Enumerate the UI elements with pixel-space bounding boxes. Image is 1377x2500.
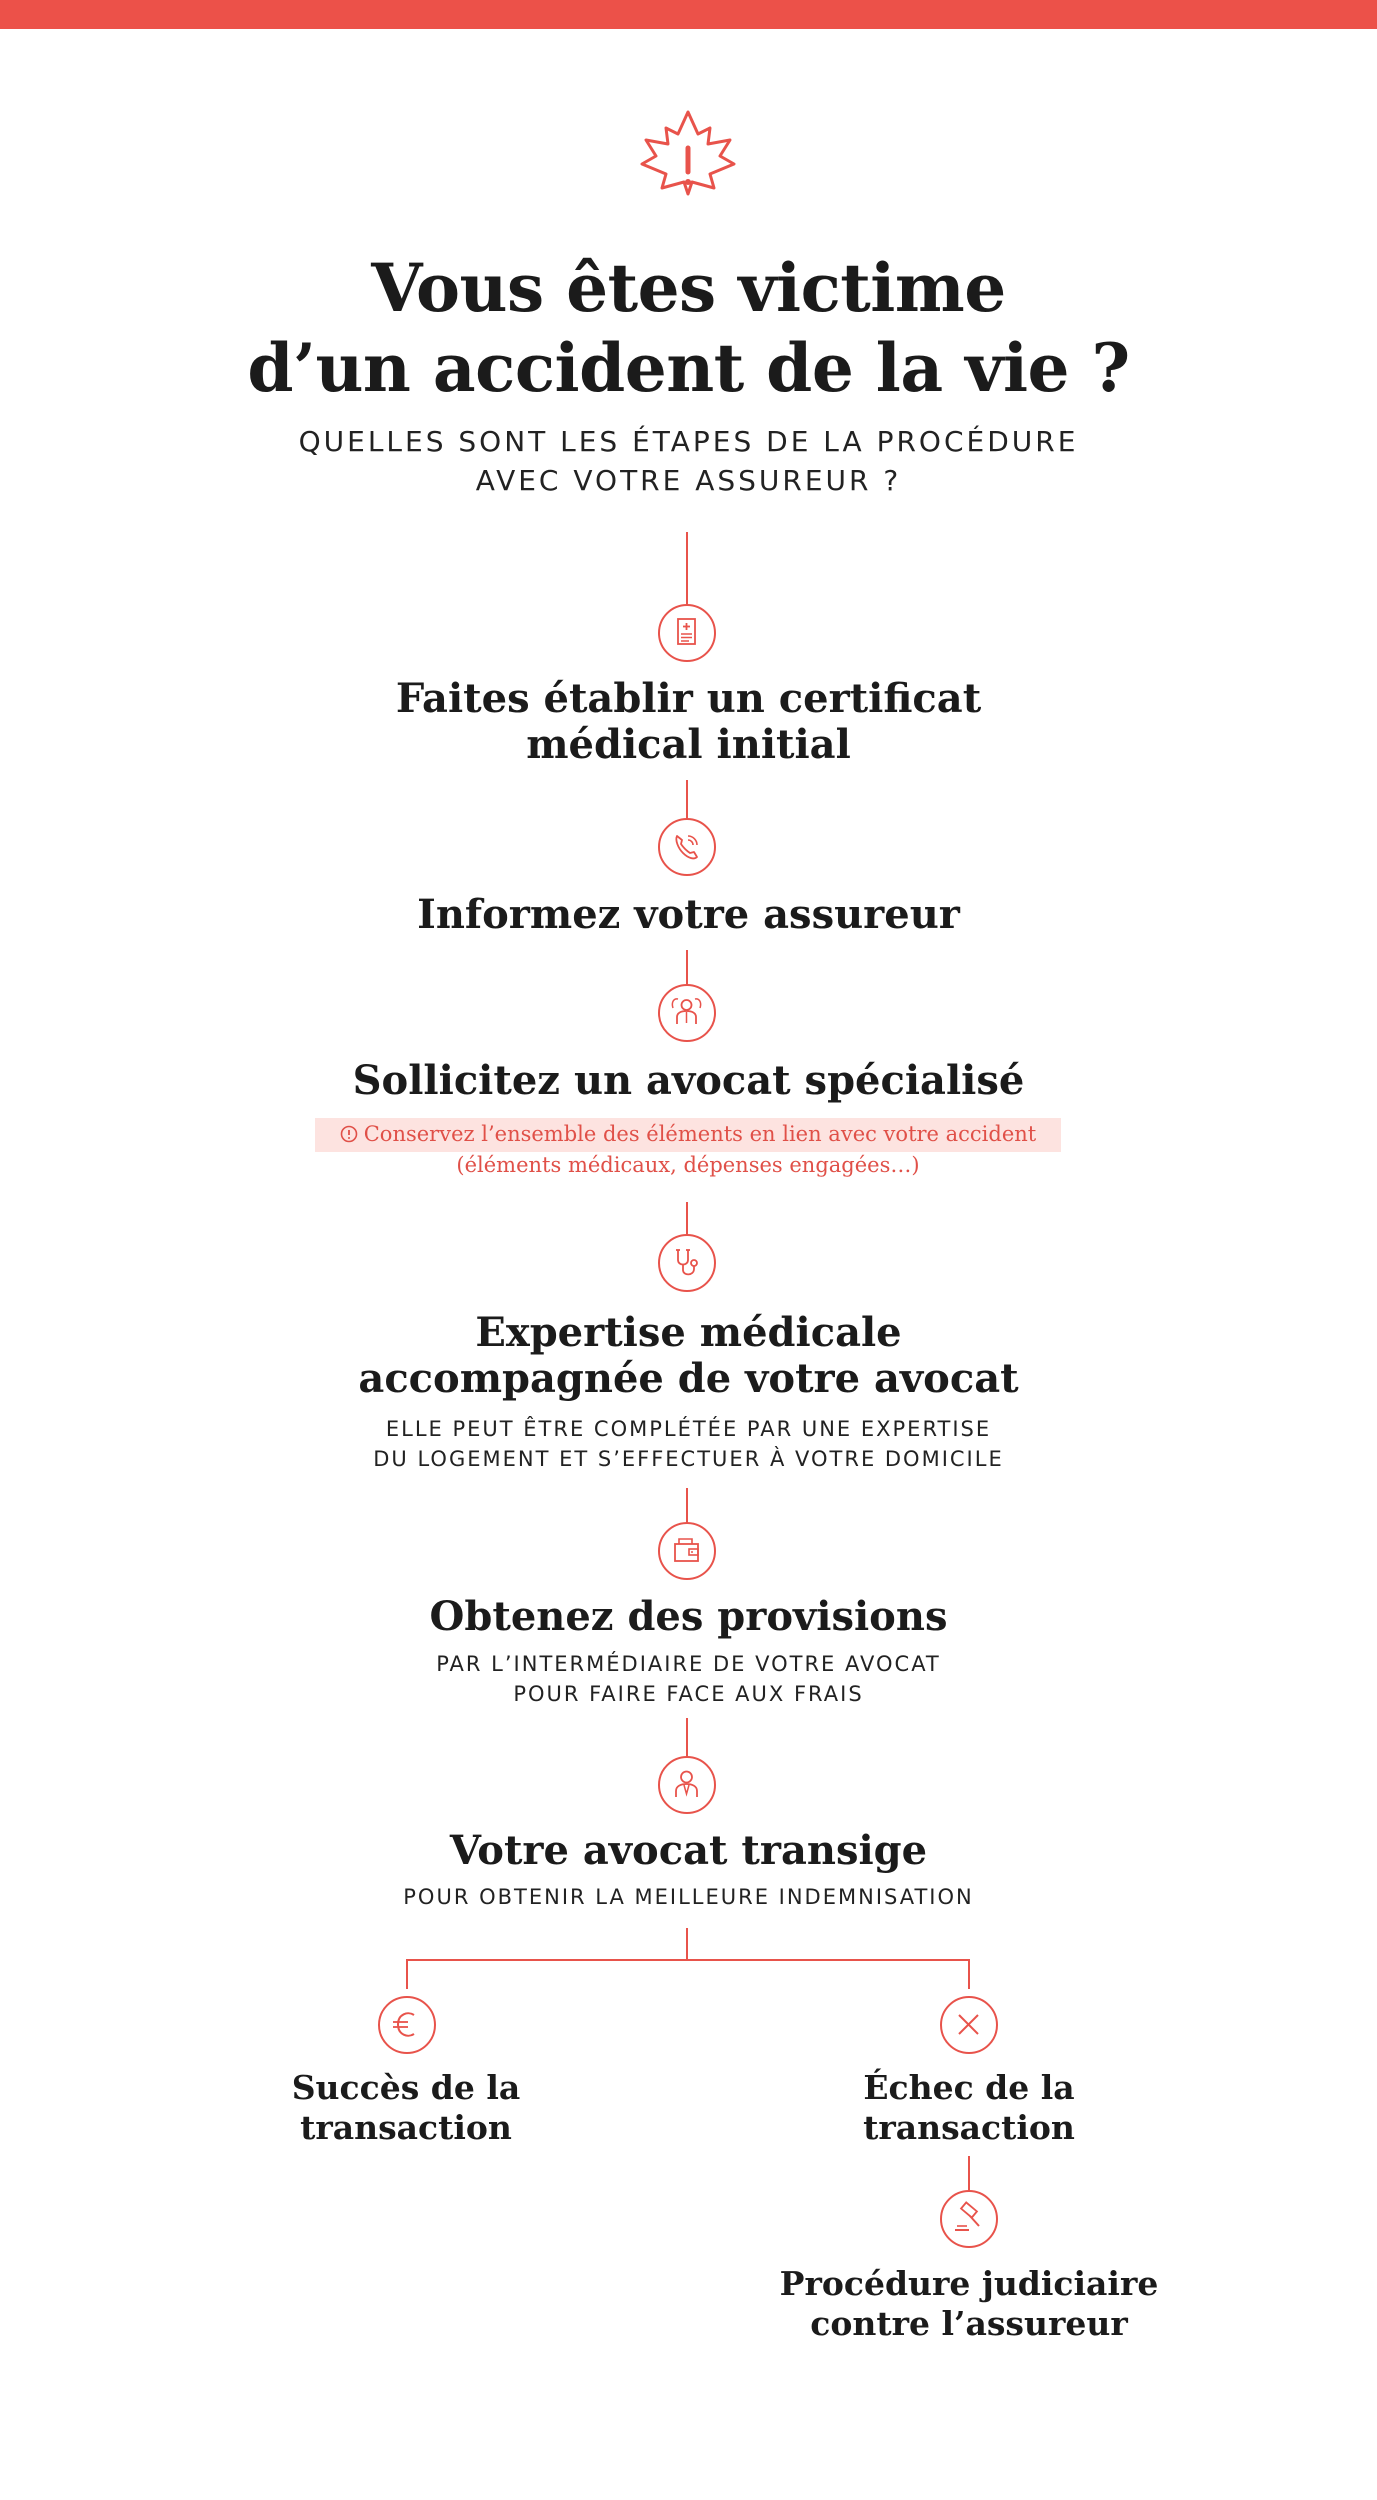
wallet-icon [658, 1522, 716, 1580]
step-5-sub-line-2: POUR FAIRE FACE AUX FRAIS [513, 1682, 864, 1706]
court-procedure [759, 2264, 1179, 2344]
step-4-title-line-1: Expertise médicale [475, 1309, 902, 1356]
connector-line [968, 2156, 970, 2192]
page-subtitle [0, 422, 1377, 500]
step-1-title-line-2: médical initial [526, 721, 851, 768]
step-6-title: Votre avocat transige [449, 1827, 928, 1874]
branch-left-drop [406, 1959, 408, 1989]
step-title-certificate [0, 676, 1377, 768]
success-line-2: transaction [300, 2108, 512, 2147]
note-line-2: (éléments médicaux, dépenses engagées…) [456, 1153, 920, 1177]
page-title [0, 248, 1377, 408]
step-1-title-line-1: Faites établir un certificat [395, 675, 982, 722]
branch-failure [809, 2068, 1129, 2148]
step-title-expertise [0, 1310, 1377, 1402]
alert-circle-icon [340, 1125, 358, 1143]
connector-line [686, 1202, 688, 1236]
court-line-2: contre l’assureur [810, 2304, 1128, 2343]
success-line-1: Succès de la [291, 2068, 521, 2107]
step-2-title: Informez votre assureur [417, 891, 960, 938]
court-line-1: Procédure judiciaire [779, 2264, 1159, 2303]
connector-line [686, 950, 688, 986]
step-sub-expertise [0, 1414, 1377, 1474]
step-5-title: Obtenez des provisions [429, 1593, 948, 1640]
subtitle-line-1: QUELLES SONT LES ÉTAPES DE LA PROCÉDURE [298, 425, 1079, 458]
branch-line [406, 1959, 970, 1961]
step-4-sub-line-1: ELLE PEUT ÊTRE COMPLÉTÉE PAR UNE EXPERTISE [385, 1417, 992, 1441]
connector-line [686, 1718, 688, 1758]
maple-leaf-warning-icon [638, 108, 738, 196]
connector-line [686, 1488, 688, 1524]
failure-line-1: Échec de la [863, 2068, 1075, 2107]
connector-line [686, 532, 688, 606]
connector-line [686, 1928, 688, 1960]
step-title-provisions [0, 1594, 1377, 1640]
connector-line [686, 780, 688, 820]
stethoscope-icon [658, 1234, 716, 1292]
gavel-icon [940, 2190, 998, 2248]
euro-icon [378, 1996, 436, 2054]
top-accent-bar [0, 0, 1377, 29]
step-sub-transige [0, 1882, 1377, 1912]
lawyer-icon [658, 984, 716, 1042]
medical-certificate-icon [658, 604, 716, 662]
step-5-sub-line-1: PAR L’INTERMÉDIAIRE DE VOTRE AVOCAT [436, 1652, 941, 1676]
cross-icon [940, 1996, 998, 2054]
step-3-title: Sollicitez un avocat spécialisé [352, 1057, 1025, 1104]
branch-success [246, 2068, 566, 2148]
title-line-1: Vous êtes victime [371, 249, 1006, 327]
step-6-sub-line-1: POUR OBTENIR LA MEILLEURE INDEMNISATION [403, 1885, 974, 1909]
phone-icon [658, 818, 716, 876]
warning-note [315, 1118, 1061, 1184]
step-4-sub-line-2: DU LOGEMENT ET S’EFFECTUER À VOTRE DOMICILE [373, 1447, 1004, 1471]
step-title-lawyer [0, 1058, 1377, 1104]
person-icon [658, 1756, 716, 1814]
step-title-insurer [0, 892, 1377, 938]
branch-right-drop [968, 1959, 970, 1989]
note-text-1: Conservez l’ensemble des éléments en lien avec votre accident [363, 1122, 1037, 1146]
step-4-title-line-2: accompagnée de votre avocat [358, 1355, 1019, 1402]
step-sub-provisions [0, 1649, 1377, 1709]
title-line-2: d’un accident de la vie ? [247, 329, 1130, 407]
step-title-transige [0, 1828, 1377, 1874]
failure-line-2: transaction [863, 2108, 1075, 2147]
note-line-1 [315, 1120, 1061, 1149]
subtitle-line-2: AVEC VOTRE ASSUREUR ? [475, 464, 902, 497]
